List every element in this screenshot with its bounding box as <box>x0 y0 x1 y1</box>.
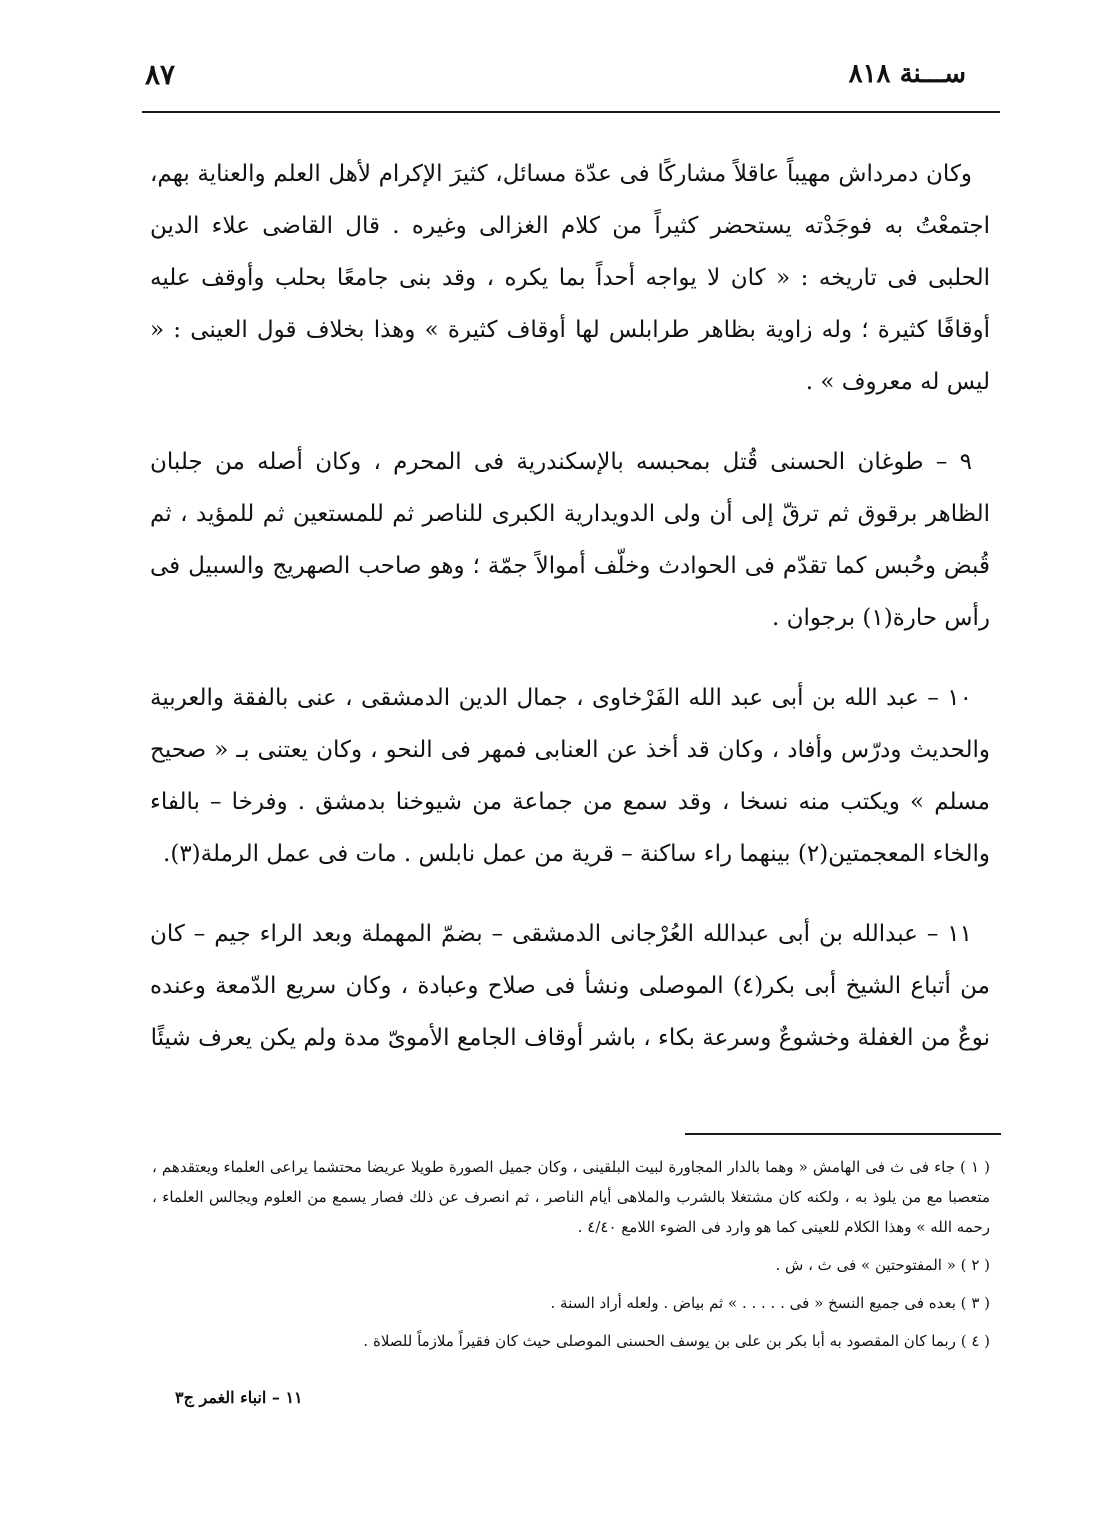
header-rule <box>142 111 1000 113</box>
page-number: ٨٧ <box>145 57 176 91</box>
main-text <box>150 148 990 1092</box>
page-header <box>145 52 966 96</box>
entry-damurdash <box>150 148 990 408</box>
footnote-separator <box>685 1133 1001 1135</box>
printer-signature: ١١ – انباء الغمر ج٣ <box>175 1388 303 1407</box>
footnote-1: ( ١ ) جاء فى ث فى الهامش « وهما بالدار المجاورة لبيت البلقينى ، وكان جميل الصورة طويلا عريضا محتشما يراعى العلماء ويعتقدهم ، متعصبا مع من يلوذ به ، ولكنه كان مشتغلا بالشرب والملاهى أيام الناصر ، ثم انصرف عن ذلك فصار يسمع من العلوم ويجالس العلماء ، رحمه الله » وهذا الكلام للعينى كما هو وارد فى الضوء اللامع ٤/٤٠ . <box>152 1158 990 1236</box>
footnotes <box>152 1152 990 1364</box>
footnote-4: ( ٤ ) ربما كان المقصود به أبا بكر بن على بن يوسف الحسنى الموصلى حيث كان فقيراً ملازماً للصلاة . <box>363 1332 990 1350</box>
running-head: ســـنة ٨١٨ <box>848 59 966 89</box>
entry-paragraph: ١١ – عبدالله بن أبى عبدالله العُرْجانى الدمشقى – بضمّ المهملة وبعد الراء جيم – كان من أتباع الشيخ أبى بكر(٤) الموصلى ونشأ فى صلاح وعبادة ، وكان سريع الدّمعة وعنده نوعٌ من الغفلة وخشوعٌ وسرعة بكاء ، باشر أوقاف الجامع الأموىّ مدة ولم يكن يعرف شيئًا <box>150 921 990 1051</box>
footnote-3: ( ٣ ) بعده فى جميع النسخ « فى . . . . . » ثم بياض . ولعله أراد السنة . <box>550 1294 990 1312</box>
footnote-2: ( ٢ ) « المفتوحتين » فى ث ، ش . <box>775 1256 990 1274</box>
entry-10-abdallah-farkhawi <box>150 672 990 880</box>
entry-9-tughan <box>150 436 990 644</box>
entry-paragraph: ٩ – طوغان الحسنى قُتل بمحبسه بالإسكندرية فى المحرم ، وكان أصله من جلبان الظاهر برقوق ثم ترقّ إلى أن ولى الدويدارية الكبرى للناصر ثم للمستعين ثم للمؤيد ، ثم قُبض وحُبس كما تقدّم فى الحوادث وخلّف أموالاً جمّة ؛ وهو صاحب الصهريج والسبيل فى رأس حارة(١) برجوان . <box>150 449 990 631</box>
entry-paragraph: ١٠ – عبد الله بن أبى عبد الله الفَرْخاوى ، جمال الدين الدمشقى ، عنى بالفقة والعربية والحديث ودرّس وأفاد ، وكان قد أخذ عن العنابى فمهر فى النحو ، وكان يعتنى بـ « صحيح مسلم » ويكتب منه نسخا ، وقد سمع من جماعة من شيوخنا بدمشق . وفرخا – بالفاء والخاء المعجمتين(٢) بينهما راء ساكنة – قرية من عمل نابلس . مات فى عمل الرملة(٣). <box>150 685 990 867</box>
entry-paragraph: وكان دمرداش مهيباً عاقلاً مشاركًا فى عدّة مسائل، كثيرَ الإكرام لأهل العلم والعناية بهم، اجتمعْتُ به فوجَدْته يستحضر كثيراً من كلام الغزالى وغيره . قال القاضى علاء الدين الحلبى فى تاريخه : « كان لا يواجه أحداً بما يكره ، وقد بنى جامعًا بحلب وأوقف عليه أوقافًا كثيرة ؛ وله زاوية بظاهر طرابلس لها أوقاف كثيرة » وهذا بخلاف قول العينى : « ليس له معروف » . <box>150 161 990 395</box>
entry-11-abdallah-urjani <box>150 908 990 1064</box>
